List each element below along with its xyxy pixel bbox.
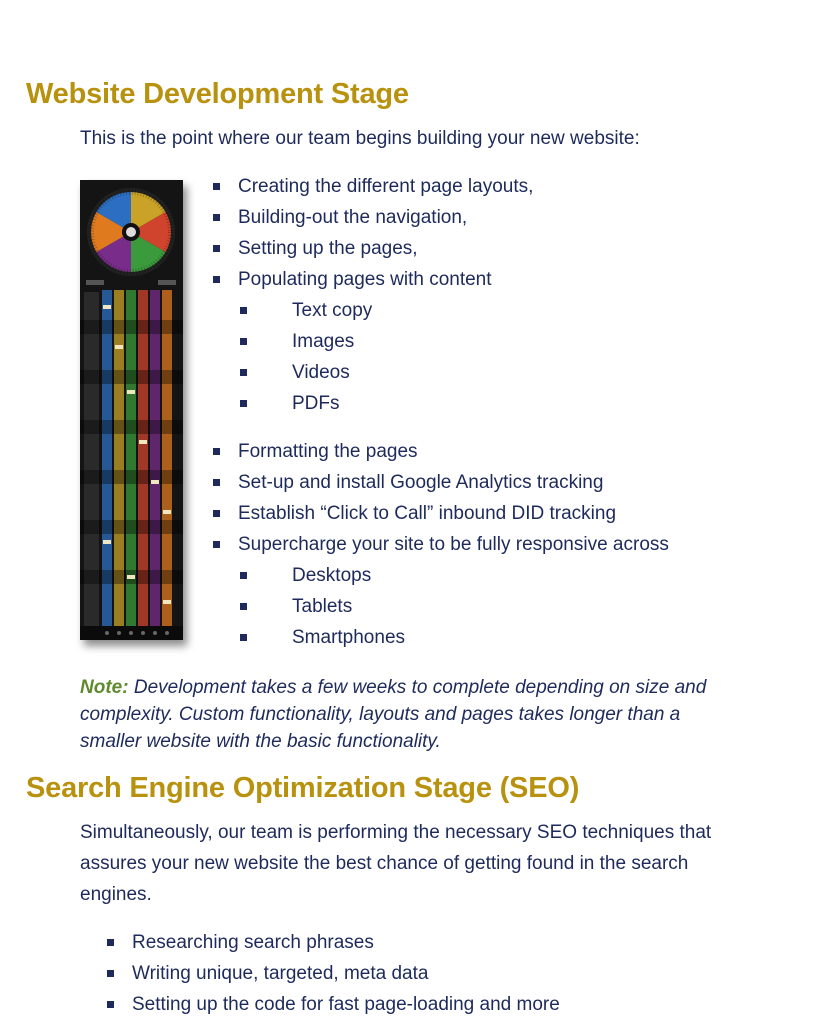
sub-list-item: PDFs xyxy=(212,388,533,419)
sub-list-item: Smartphones xyxy=(212,622,669,653)
bullet-square-icon xyxy=(213,245,220,252)
list-item: Set-up and install Google Analytics tracking xyxy=(212,467,669,498)
bullet-square-icon xyxy=(213,214,220,221)
sub-list-item: Text copy xyxy=(212,295,533,326)
seo-task-list xyxy=(106,927,560,1020)
section-heading-seo: Search Engine Optimization Stage (SEO) xyxy=(26,772,580,804)
list-item: Setting up the code for fast page-loading and more xyxy=(106,989,560,1020)
note-label: Note: xyxy=(80,677,129,698)
bullet-square-icon xyxy=(213,541,220,548)
list-item: Supercharge your site to be fully responsive across xyxy=(212,529,669,560)
bullet-square-icon xyxy=(213,510,220,517)
list-item: Populating pages with content xyxy=(212,264,533,295)
bullet-square-icon xyxy=(213,183,220,190)
development-note xyxy=(80,674,730,755)
list-item: Researching search phrases xyxy=(106,927,560,958)
list-item: Building-out the navigation, xyxy=(212,202,533,233)
sub-list-item: Images xyxy=(212,326,533,357)
seo-intro: Simultaneously, our team is performing the necessary SEO techniques that assures your new website the best chance of getting found in the search engines. xyxy=(80,822,712,905)
sub-list-item: Videos xyxy=(212,357,533,388)
list-item: Formatting the pages xyxy=(212,436,669,467)
development-extra-list xyxy=(212,436,669,653)
sub-list-item: Desktops xyxy=(212,560,669,591)
bullet-square-icon xyxy=(213,479,220,486)
list-item: Establish “Click to Call” inbound DID tracking xyxy=(212,498,669,529)
bullet-square-icon xyxy=(240,307,247,314)
list-item: Creating the different page layouts, xyxy=(212,171,533,202)
development-intro: This is the point where our team begins building your new website: xyxy=(80,128,640,149)
bullet-square-icon xyxy=(107,939,114,946)
bullet-square-icon xyxy=(240,572,247,579)
infographic-thumbnail xyxy=(80,180,183,640)
bullet-square-icon xyxy=(240,400,247,407)
list-item: Setting up the pages, xyxy=(212,233,533,264)
bullet-square-icon xyxy=(240,634,247,641)
sub-list-item: Tablets xyxy=(212,591,669,622)
bullet-square-icon xyxy=(107,1001,114,1008)
list-item: Writing unique, targeted, meta data xyxy=(106,958,560,989)
note-text: Development takes a few weeks to complete depending on size and complexity. Custom functionality, layouts and pages takes longer than a smaller website with the basic functionality. xyxy=(80,677,707,752)
bullet-square-icon xyxy=(240,338,247,345)
bullet-square-icon xyxy=(213,276,220,283)
section-heading-development: Website Development Stage xyxy=(26,78,409,110)
bullet-square-icon xyxy=(213,448,220,455)
bullet-square-icon xyxy=(240,603,247,610)
development-task-list xyxy=(212,171,533,419)
bullet-square-icon xyxy=(240,369,247,376)
bullet-square-icon xyxy=(107,970,114,977)
